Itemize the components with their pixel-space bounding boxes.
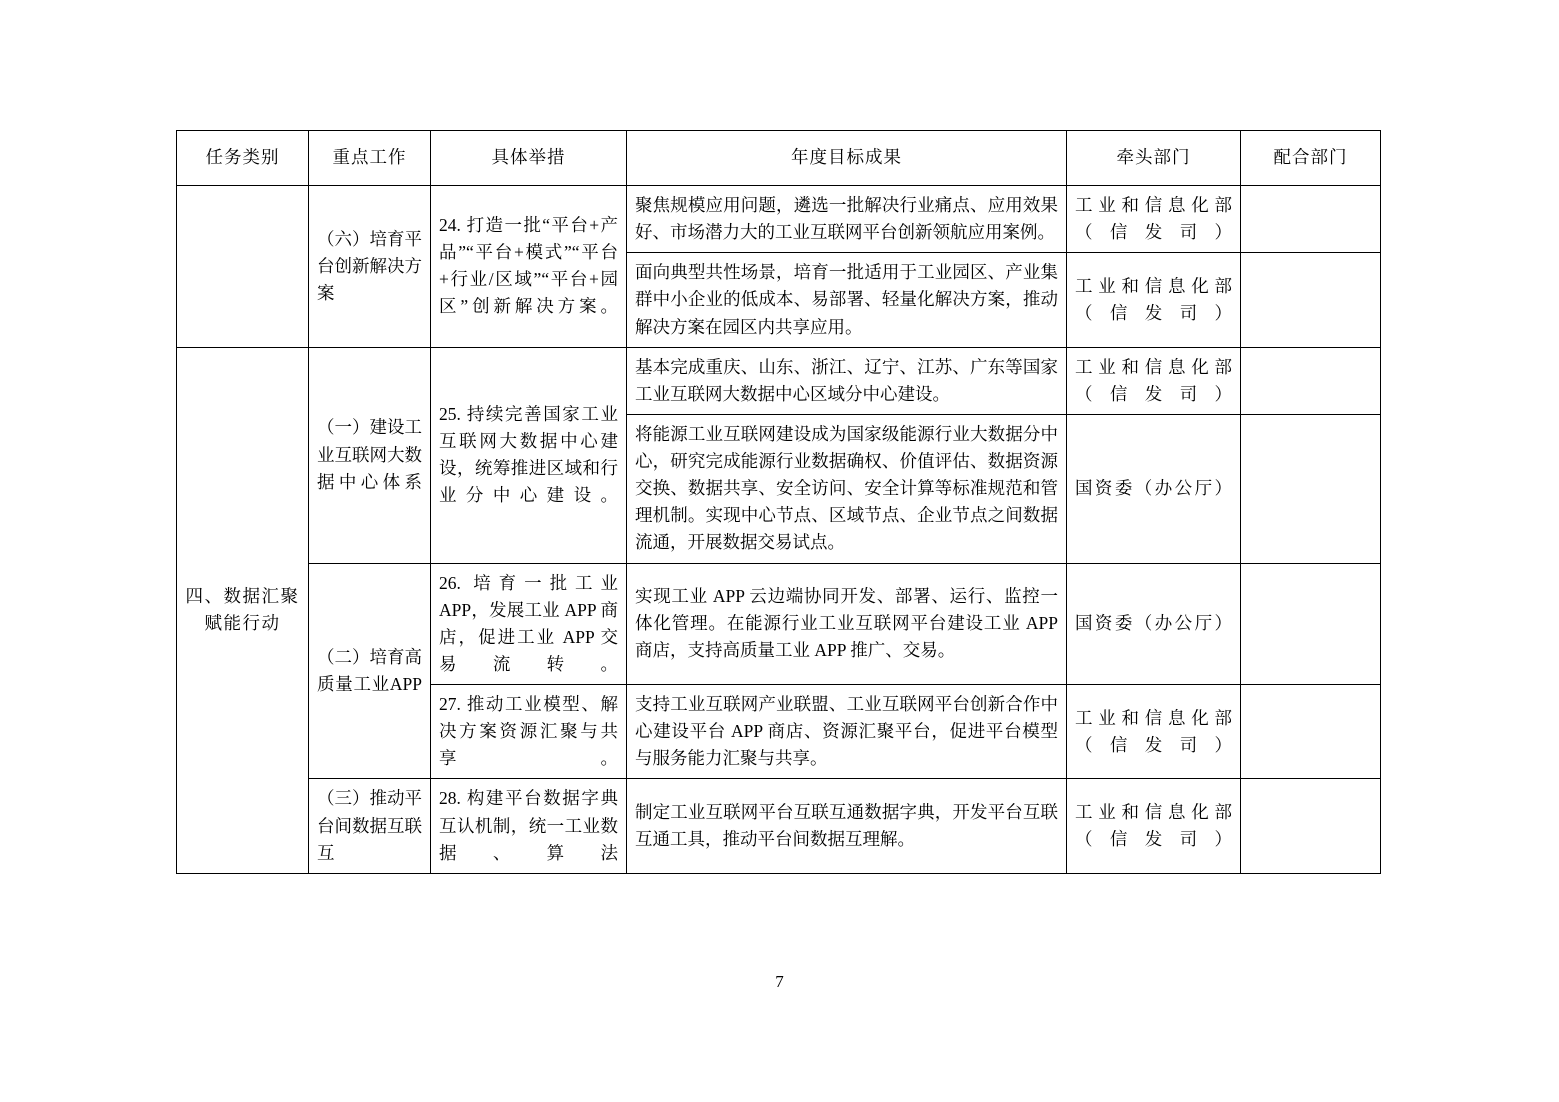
table-row <box>177 347 1381 414</box>
cell-lead-department: 工业和信息化部（信发司） <box>1067 779 1241 873</box>
cell-measure: 28. 构建平台数据字典互认机制，统一工业数据、算法 <box>431 779 627 873</box>
cell-goal: 基本完成重庆、山东、浙江、辽宁、江苏、广东等国家工业互联网大数据中心区域分中心建设。 <box>627 347 1067 414</box>
cell-support-department <box>1241 685 1381 779</box>
cell-lead-department: 工业和信息化部（信发司） <box>1067 186 1241 253</box>
cell-key-work: （二）培育高质量工业APP <box>309 563 431 779</box>
header-goal: 年度目标成果 <box>627 131 1067 186</box>
cell-goal: 聚焦规模应用问题，遴选一批解决行业痛点、应用效果好、市场潜力大的工业互联网平台创新领航应用案例。 <box>627 186 1067 253</box>
cell-measure: 24. 打造一批“平台+产品”“平台+模式”“平台+行业/区域”“平台+园区”创新解决方案。 <box>431 186 627 348</box>
cell-lead-department: 工业和信息化部（信发司） <box>1067 685 1241 779</box>
table-row <box>177 563 1381 685</box>
cell-lead-department: 工业和信息化部（信发司） <box>1067 253 1241 347</box>
cell-support-department <box>1241 779 1381 873</box>
table-row <box>177 186 1381 253</box>
cell-goal: 制定工业互联网平台互联互通数据字典，开发平台互联互通工具，推动平台间数据互理解。 <box>627 779 1067 873</box>
cell-goal: 将能源工业互联网建设成为国家级能源行业大数据分中心，研究完成能源行业数据确权、价值评估、数据资源交换、数据共享、安全访问、安全计算等标准规范和管理机制。实现中心节点、区域节点、企业节点之间数据流通，开展数据交易试点。 <box>627 414 1067 563</box>
cell-measure: 26. 培育一批工业 APP，发展工业 APP 商店，促进工业 APP 交易流转。 <box>431 563 627 685</box>
cell-support-department <box>1241 253 1381 347</box>
cell-key-work: （一）建设工业互联网大数据中心体系 <box>309 347 431 563</box>
cell-goal: 实现工业 APP 云边端协同开发、部署、运行、监控一体化管理。在能源行业工业互联网平台建设工业 APP 商店，支持高质量工业 APP 推广、交易。 <box>627 563 1067 685</box>
page-number: 7 <box>775 972 784 991</box>
cell-category <box>177 186 309 348</box>
table-row <box>177 779 1381 873</box>
cell-lead-department: 工业和信息化部（信发司） <box>1067 347 1241 414</box>
header-measure: 具体举措 <box>431 131 627 186</box>
cell-lead-department: 国资委（办公厅） <box>1067 414 1241 563</box>
cell-support-department <box>1241 347 1381 414</box>
header-support-department: 配合部门 <box>1241 131 1381 186</box>
cell-support-department <box>1241 186 1381 253</box>
cell-category: 四、数据汇聚赋能行动 <box>177 347 309 873</box>
cell-goal: 支持工业互联网产业联盟、工业互联网平台创新合作中心建设平台 APP 商店、资源汇聚平台，促进平台模型与服务能力汇聚与共享。 <box>627 685 1067 779</box>
cell-key-work: （三）推动平台间数据互联互 <box>309 779 431 873</box>
header-key-work: 重点工作 <box>309 131 431 186</box>
cell-measure: 27. 推动工业模型、解决方案资源汇聚与共享。 <box>431 685 627 779</box>
header-lead-department: 牵头部门 <box>1067 131 1241 186</box>
cell-support-department <box>1241 414 1381 563</box>
header-category: 任务类别 <box>177 131 309 186</box>
cell-measure: 25. 持续完善国家工业互联网大数据中心建设，统筹推进区域和行业分中心建设。 <box>431 347 627 563</box>
cell-key-work: （六）培育平台创新解决方案 <box>309 186 431 348</box>
task-table <box>176 130 1381 874</box>
cell-lead-department: 国资委（办公厅） <box>1067 563 1241 685</box>
table-header-row <box>177 131 1381 186</box>
cell-goal: 面向典型共性场景，培育一批适用于工业园区、产业集群中小企业的低成本、易部署、轻量化解决方案，推动解决方案在园区内共享应用。 <box>627 253 1067 347</box>
cell-support-department <box>1241 563 1381 685</box>
